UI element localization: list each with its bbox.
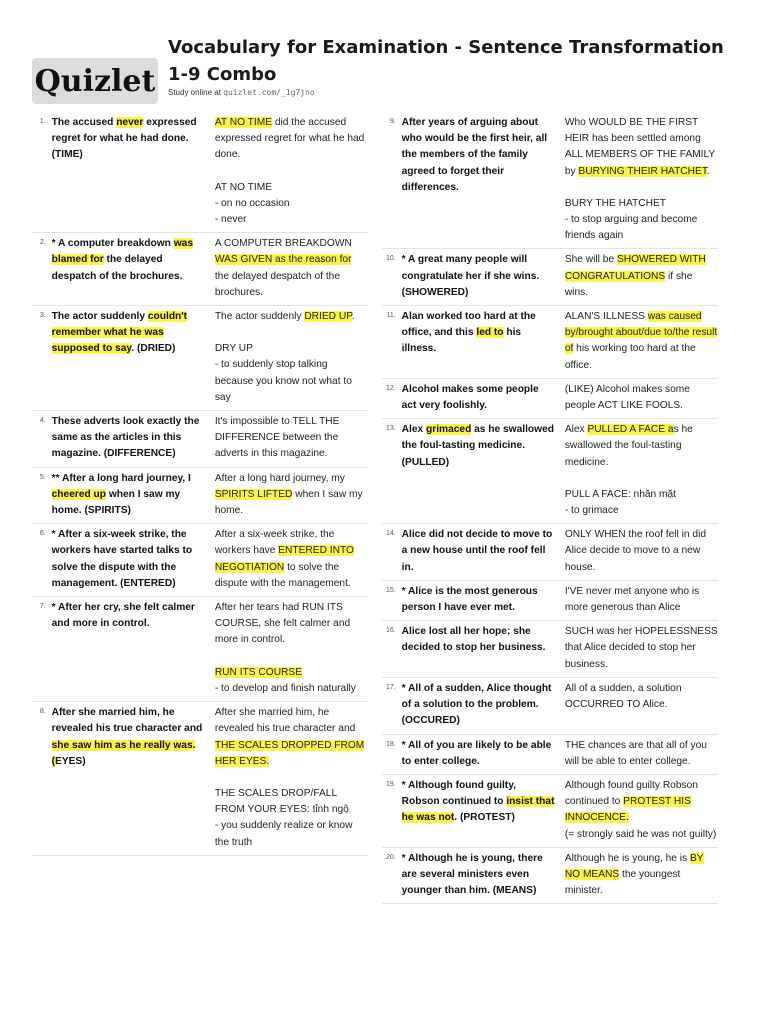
text-segment: . (DRIED): [131, 343, 176, 355]
text-segment: the youngest minister.: [564, 868, 681, 897]
definition-paragraph: [215, 818, 368, 850]
text-segment: * All of a sudden, Alice thought of a solution to the problem. (OCCURED): [401, 682, 552, 727]
text-segment: Alex: [401, 424, 426, 436]
text-segment: Who WOULD BE THE FIRST HEIR has been settled among ALL MEMBERS OF THE FAMILY by: [564, 117, 716, 177]
card-definition: [565, 115, 718, 244]
text-segment: * After her cry, she felt calmer and more in control.: [51, 602, 195, 630]
text-segment: After she married him, he revealed his true character and: [214, 707, 356, 735]
card-definition: [215, 236, 368, 301]
card-number: 6.: [39, 530, 46, 538]
card-number: 17.: [386, 683, 396, 691]
text-segment: The actor suddenly: [51, 311, 148, 323]
definition-paragraph: [565, 115, 718, 180]
card-term: [52, 414, 215, 463]
highlighted-text: RUN ITS COURSE: [214, 666, 302, 678]
card-definition: [565, 382, 718, 414]
card-definition: [565, 681, 718, 730]
definition-paragraph: [565, 778, 718, 827]
card-number: 13.: [386, 425, 396, 433]
card-term: [402, 681, 565, 730]
definition-paragraph: [565, 196, 718, 212]
card-definition: [565, 624, 718, 673]
text-segment: * Alice is the most generous person I have ever met.: [401, 585, 538, 614]
card-definition: [215, 600, 368, 697]
text-segment: THE SCALES DROP/FALL FROM YOUR EYES: tỉnh ngộ: [214, 787, 349, 816]
definition-paragraph: [215, 212, 368, 228]
text-segment: expressed regret for what he had done. (TIME): [51, 117, 197, 161]
paragraph-gap: [215, 770, 368, 786]
card-definition: [565, 309, 718, 374]
card-term: [402, 382, 565, 414]
flashcard-row: [382, 581, 718, 621]
card-number: 14.: [386, 530, 396, 538]
card-term: [52, 471, 215, 520]
definition-paragraph: [215, 115, 368, 164]
definition-paragraph: [565, 309, 718, 374]
text-segment: After a six-week strike, the workers have: [214, 529, 335, 557]
card-term: [402, 778, 565, 843]
text-segment: ALAN'S ILLNESS: [564, 311, 648, 323]
definition-paragraph: [215, 236, 368, 301]
definition-paragraph: [215, 527, 368, 592]
text-segment: A COMPUTER BREAKDOWN: [214, 238, 352, 250]
definition-paragraph: [215, 309, 368, 325]
text-segment: * Although he is young, there are several ministers even younger than him. (MEANS): [401, 852, 543, 897]
text-segment: EYES): [55, 755, 86, 767]
definition-paragraph: [565, 527, 718, 576]
highlighted-text: SHOWERED WITH CONGRATULATIONS: [564, 254, 706, 282]
definition-paragraph: [565, 681, 718, 713]
text-segment: - to stop arguing and become friends again: [564, 214, 698, 242]
card-term: [402, 422, 565, 519]
text-segment: - never: [214, 214, 247, 226]
highlighted-text: couldn't remember what he was supposed to say: [51, 311, 188, 355]
flashcard-row: [32, 233, 368, 306]
card-term: [402, 738, 565, 770]
highlighted-text: grimaced: [426, 424, 472, 436]
study-online-line: [168, 88, 315, 97]
highlighted-text: THE SCALES DROPPED FROM HER EYES.: [214, 739, 365, 767]
definition-paragraph: [565, 738, 718, 770]
flashcard-row: [382, 306, 718, 379]
card-number: 16.: [386, 627, 396, 635]
text-segment: After a long hard journey, my: [214, 472, 345, 484]
flashcard-row: [382, 678, 718, 735]
definition-paragraph: [215, 665, 368, 681]
paragraph-gap: [565, 471, 718, 487]
text-segment: Alice lost all her hope; she decided to stop her business.: [401, 626, 546, 654]
text-segment: * All of you are likely to be able to enter college.: [401, 739, 552, 767]
definition-paragraph: [215, 600, 368, 649]
card-term: [402, 584, 565, 616]
text-segment: BURY THE HATCHET: [564, 197, 666, 209]
card-definition: [565, 778, 718, 843]
card-number: 9.: [389, 118, 396, 125]
text-segment: These adverts look exactly the same as the articles in this magazine. (DIFFERENCE): [51, 416, 200, 460]
text-segment: Alcohol makes some people act very foolishly.: [401, 383, 539, 412]
card-column-right: [382, 112, 718, 904]
card-term: [52, 309, 215, 406]
text-segment: SUCH was her HOPELESSNESS that Alice decided to stop her business.: [564, 626, 718, 670]
text-segment: The accused: [51, 117, 117, 128]
text-segment: ONLY WHEN the roof fell in did Alice decide to move to a new house.: [564, 529, 706, 573]
definition-paragraph: [215, 414, 368, 463]
text-segment: - to suddenly stop talking because you know not what to say: [214, 359, 352, 403]
highlighted-text: BURYING THEIR HATCHET: [578, 165, 707, 177]
highlighted-text: never: [116, 117, 144, 128]
flashcard-row: [382, 112, 718, 249]
card-number: 20.: [386, 853, 396, 861]
definition-paragraph: [215, 357, 368, 406]
text-segment: PULL A FACE: nhăn mặt: [564, 488, 677, 500]
card-definition: [215, 527, 368, 592]
highlighted-text: PULLED A FACE a: [587, 424, 674, 436]
paragraph-gap: [215, 164, 368, 180]
card-definition: [565, 422, 718, 519]
flashcard-row: [32, 597, 368, 702]
flashcard-row: [382, 419, 718, 524]
highlighted-text: cheered up: [51, 488, 106, 500]
text-segment: his working too hard at the office.: [564, 343, 696, 371]
card-term: [402, 624, 565, 673]
card-number: 4.: [39, 417, 46, 425]
card-definition: [215, 414, 368, 463]
text-segment: s he swallowed the foul-tasting medicine.: [564, 424, 693, 468]
text-segment: Alice did not decide to move to a new house until the roof fell in.: [401, 529, 553, 573]
flashcard-row: [382, 249, 718, 306]
card-definition: [215, 309, 368, 406]
text-segment: when I saw my home. (SPIRITS): [51, 488, 181, 517]
definition-paragraph: [565, 851, 718, 900]
text-segment: THE chances are that all of you will be able to enter college.: [564, 739, 707, 767]
text-segment: when I saw my home.: [214, 488, 363, 517]
flashcard-row: [32, 702, 368, 856]
card-number: 12.: [386, 384, 396, 392]
text-segment: Alan worked too hard at the office, and this: [401, 311, 536, 339]
definition-paragraph: [565, 252, 718, 301]
text-segment: All of a sudden, a solution OCCURRED TO Alice.: [564, 682, 682, 711]
highlighted-text: led to: [476, 327, 504, 339]
flashcard-row: [382, 379, 718, 419]
card-term: [52, 527, 215, 592]
text-segment: After she married him, he revealed his true character and: [51, 707, 203, 735]
flashcard-row: [32, 112, 368, 233]
text-segment: - on no occasion: [214, 197, 290, 209]
card-definition: [565, 252, 718, 301]
highlighted-text: DRIED UP: [304, 311, 352, 323]
highlighted-text: SPIRITS LIFTED: [214, 488, 293, 500]
text-segment: .: [351, 311, 355, 323]
definition-paragraph: [565, 827, 718, 843]
flashcard-row: [382, 621, 718, 678]
card-definition: [565, 527, 718, 576]
text-segment: * A great many people will congratulate her if she wins. (SHOWERED): [401, 254, 540, 298]
definition-paragraph: [215, 341, 368, 357]
highlighted-text: AT NO TIME: [214, 117, 272, 128]
highlighted-text: BY NO MEANS: [564, 852, 704, 880]
card-term: [402, 309, 565, 374]
card-number: 5.: [39, 473, 46, 481]
definition-paragraph: [215, 681, 368, 697]
card-term: [52, 115, 215, 228]
text-segment: After years of arguing about who would be the first heir, all the members of the family agreed to forget their differences.: [401, 117, 548, 193]
text-segment: * A computer breakdown: [51, 238, 174, 250]
card-number: 18.: [386, 740, 396, 748]
text-segment: as he swallowed the foul-tasting medicine. (PULLED): [401, 424, 554, 468]
text-segment: After her tears had RUN ITS COURSE, she felt calmer and more in control.: [214, 602, 351, 646]
flashcard-row: [382, 735, 718, 775]
card-definition: [565, 851, 718, 900]
definition-paragraph: [565, 422, 718, 471]
text-segment: (LIKE) Alcohol makes some people ACT LIKE FOOLS.: [564, 383, 690, 412]
flashcard-row: [382, 848, 718, 905]
definition-paragraph: [215, 180, 368, 196]
card-number: 3.: [39, 312, 46, 320]
card-term: [52, 236, 215, 301]
flashcard-row: [32, 306, 368, 411]
text-segment: * After a six-week strike, the workers have started talks to solve the dispute with the management. (ENTERED): [51, 529, 193, 589]
highlighted-text: PROTEST HIS INNOCENCE.: [564, 796, 691, 824]
highlighted-text: WAS GIVEN as the reason for: [214, 254, 352, 266]
flashcard-row: [32, 468, 368, 525]
text-segment: the delayed despatch of the brochures.: [214, 270, 341, 298]
highlighted-text: insist that he was not: [401, 796, 555, 824]
text-segment: - to grimace: [564, 505, 619, 517]
text-segment: .: [706, 165, 710, 177]
card-term: [52, 600, 215, 697]
definition-paragraph: [565, 382, 718, 414]
card-term: [402, 527, 565, 576]
text-segment: - you suddenly realize or know the truth: [214, 820, 353, 848]
text-segment: Although he is young, he is: [564, 852, 690, 864]
card-definition: [565, 738, 718, 770]
text-segment: She will be: [564, 254, 617, 266]
flashcard-row: [382, 775, 718, 848]
definition-paragraph: [215, 196, 368, 212]
definition-paragraph: [565, 503, 718, 519]
text-segment: Alex: [564, 424, 588, 436]
text-segment: to solve the dispute with the management.: [214, 561, 351, 589]
definition-paragraph: [565, 584, 718, 616]
text-segment: DRY UP: [214, 343, 253, 355]
card-definition: [215, 115, 368, 228]
definition-paragraph: [565, 487, 718, 503]
card-number: 19.: [386, 780, 396, 788]
quizlet-logo: Quizlet: [32, 58, 158, 104]
text-segment: The actor suddenly: [214, 311, 305, 323]
paragraph-gap: [215, 649, 368, 665]
text-segment: the delayed despatch of the brochures.: [51, 254, 183, 282]
text-segment: Although found guilty Robson continued to: [564, 779, 698, 808]
study-url[interactable]: quizlet.com/_1g7jno: [223, 88, 315, 97]
highlighted-text: was caused by/brought about/due to/the result of: [564, 311, 718, 355]
flashcard-row: [32, 524, 368, 597]
card-number: 10.: [386, 255, 396, 263]
card-definition: [215, 705, 368, 851]
text-segment: his illness.: [401, 327, 522, 355]
text-segment: if she wins.: [564, 270, 693, 298]
card-column-left: [32, 112, 368, 856]
definition-paragraph: [565, 212, 718, 244]
text-segment: - to develop and finish naturally: [214, 682, 356, 694]
text-segment: did the accused expressed regret for what he had done.: [214, 117, 365, 161]
study-prefix: Study online at: [168, 88, 221, 97]
card-number: 15.: [386, 586, 396, 594]
text-segment: ** After a long hard journey, I: [51, 472, 191, 484]
definition-paragraph: [565, 624, 718, 673]
card-term: [402, 115, 565, 244]
card-definition: [215, 471, 368, 520]
flashcard-row: [382, 524, 718, 581]
card-number: 8.: [39, 708, 46, 716]
page-title: Vocabulary for Examination - Sentence Transformation 1-9 Combo: [168, 37, 724, 85]
card-definition: [565, 584, 718, 616]
definition-paragraph: [215, 471, 368, 520]
highlighted-text: she saw him as he really was. (: [51, 739, 196, 767]
card-number: 7.: [39, 603, 46, 611]
text-segment: I'VE never met anyone who is more generous than Alice: [564, 585, 700, 614]
highlighted-text: ENTERED INTO NEGOTIATION: [214, 545, 354, 573]
text-segment: It's impossible to TELL THE DIFFERENCE between the adverts in this magazine.: [214, 416, 340, 460]
text-segment: . (PROTEST): [454, 812, 515, 824]
highlighted-text: was blamed for: [51, 238, 193, 266]
card-term: [402, 252, 565, 301]
flashcard-row: [32, 411, 368, 468]
paragraph-gap: [215, 325, 368, 341]
card-term: [52, 705, 215, 851]
paragraph-gap: [565, 180, 718, 196]
text-segment: AT NO TIME: [214, 181, 272, 193]
definition-paragraph: [215, 786, 368, 818]
card-number: 11.: [386, 312, 396, 320]
card-number: 1.: [39, 118, 46, 125]
text-segment: * Although found guilty, Robson continued to: [401, 779, 516, 808]
definition-paragraph: [215, 705, 368, 770]
card-term: [402, 851, 565, 900]
card-number: 2.: [39, 239, 46, 247]
text-segment: (= strongly said he was not guilty): [564, 828, 717, 840]
